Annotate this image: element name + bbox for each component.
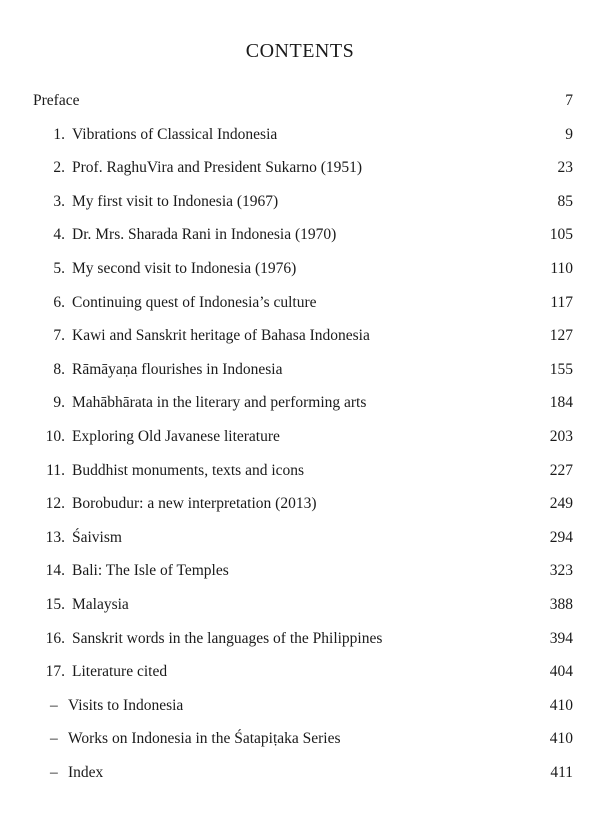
toc-entry-page: 105 [549,226,573,244]
toc-entry-appendix [0,696,600,730]
toc-entry-number: 9. [53,394,65,412]
toc-entry-chapter [0,259,600,293]
toc-entry-number: 11. [46,461,65,479]
toc-entry-number: 5. [53,259,65,277]
toc-entry-page: 227 [549,461,573,479]
toc-entry-title: Dr. Mrs. Sharada Rani in Indonesia (1970) [72,226,337,244]
toc-entry-page: 410 [549,730,573,748]
toc-entry-number: 16. [45,629,65,647]
toc-entry-chapter [0,125,600,159]
toc-entry-page: 203 [549,427,573,445]
toc-entry-chapter [0,225,600,259]
toc-entry-title: Bali: The Isle of Temples [72,562,229,580]
toc-entry-number: 15. [45,595,65,613]
toc-entry-page: 388 [549,595,573,613]
toc-entry-chapter [0,360,600,394]
toc-entry-title: Prof. RaghuVira and President Sukarno (1951) [72,159,363,177]
toc-entry-title: Malaysia [72,595,129,613]
toc-entry-title: My second visit to Indonesia (1976) [72,259,297,277]
toc-entry-number: 13. [45,528,65,546]
page-title: CONTENTS [245,40,355,62]
toc-entry-page: 410 [549,696,573,714]
toc-entry-chapter [0,427,600,461]
toc-entry-dash: – [50,763,58,781]
toc-entry-number: 12. [45,495,65,513]
toc-entry-title: Buddhist monuments, texts and icons [72,461,305,479]
toc-entry-title: Index [68,763,104,781]
toc-entry-chapter [0,461,600,495]
toc-entry-page: 9 [565,125,573,143]
toc-entry-title: Visits to Indonesia [68,696,184,714]
toc-entry-page: 85 [557,192,573,210]
toc-entry-chapter [0,192,600,226]
toc-entry-appendix [0,763,600,797]
toc-entry-page: 110 [550,259,573,277]
toc-entry-title: Preface [33,92,80,109]
toc-entry-chapter [0,561,600,595]
toc-entry-page: 23 [557,159,573,177]
toc-entry-chapter [0,393,600,427]
toc-entry-page: 411 [550,763,573,781]
toc-entry-title: Sanskrit words in the languages of the Philippines [72,629,383,647]
toc-entry-page: 184 [549,394,573,412]
toc-entry-page: 155 [549,360,573,378]
toc-entry-title: Literature cited [72,663,168,681]
toc-entry-title: Śaivism [72,528,122,546]
toc-entry-page: 7 [565,92,573,109]
toc-entry-title: Vibrations of Classical Indonesia [72,125,278,143]
toc-entry-title: Kawi and Sanskrit heritage of Bahasa Indonesia [72,327,370,345]
toc-entry-number: 2. [53,159,65,177]
toc-entry-dash: – [50,696,58,714]
toc-entry-chapter [0,595,600,629]
toc-entry-number: 8. [53,360,65,378]
toc-entry-number: 10. [45,427,65,445]
toc-entry-number: 14. [45,562,65,580]
toc-entry-chapter [0,326,600,360]
table-of-contents [0,91,600,796]
toc-entry-title: Exploring Old Javanese literature [72,427,280,445]
toc-entry-chapter [0,293,600,327]
toc-entry-chapter [0,528,600,562]
toc-entry-page: 323 [549,562,573,580]
toc-entry-number: 7. [53,327,65,345]
toc-entry-preface [0,91,600,125]
toc-entry-page: 127 [549,327,573,345]
toc-entry-page: 404 [549,663,573,681]
toc-entry-title: My first visit to Indonesia (1967) [72,192,279,210]
toc-entry-title: Works on Indonesia in the Śatapiṭaka Series [68,730,341,748]
toc-entry-page: 394 [549,629,573,647]
toc-entry-number: 4. [53,226,65,244]
toc-entry-dash: – [50,730,58,748]
toc-entry-chapter [0,158,600,192]
toc-entry-chapter [0,629,600,663]
toc-entry-number: 17. [45,663,65,681]
toc-entry-title: Mahābhārata in the literary and performing arts [72,394,367,412]
toc-entry-title: Rāmāyaṇa flourishes in Indonesia [72,360,283,378]
toc-entry-page: 117 [550,293,573,311]
toc-entry-chapter [0,662,600,696]
toc-entry-title: Continuing quest of Indonesia’s culture [72,293,317,311]
toc-entry-number: 3. [53,192,65,210]
toc-entry-number: 1. [53,125,65,143]
toc-entry-page: 249 [549,495,573,513]
toc-entry-appendix [0,729,600,763]
toc-entry-chapter [0,494,600,528]
toc-entry-title: Borobudur: a new interpretation (2013) [72,495,317,513]
toc-entry-page: 294 [549,528,573,546]
toc-entry-number: 6. [53,293,65,311]
